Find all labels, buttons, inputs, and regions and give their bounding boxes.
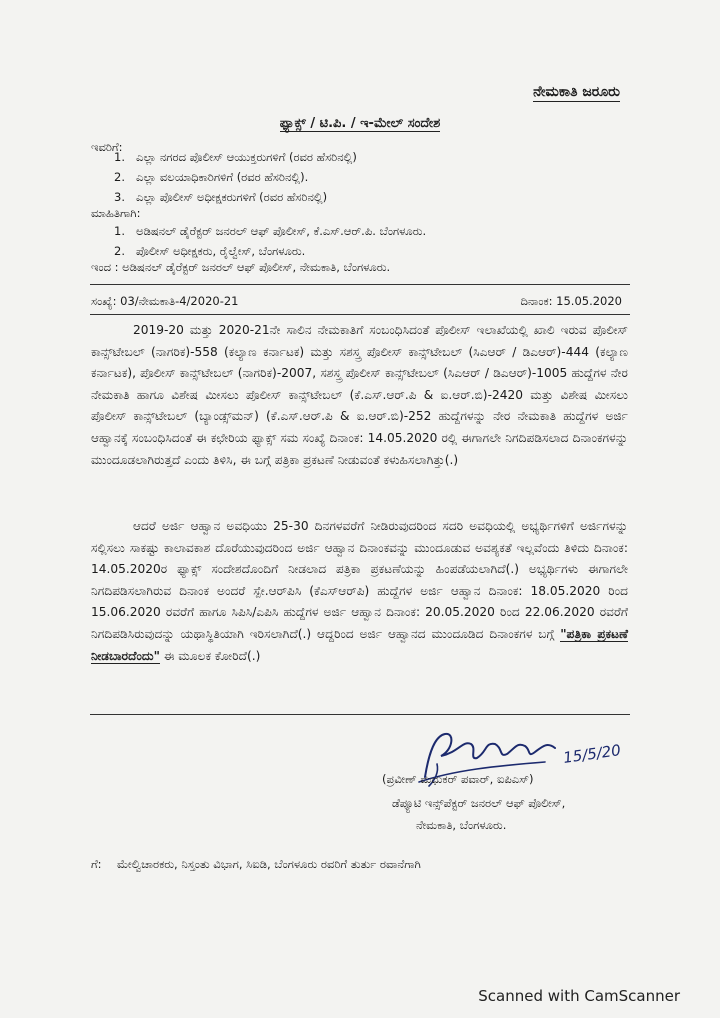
- emphasis-phrase: "ಪತ್ರಿಕಾ ಪ್ರಕಟಣೆ ನೀಡಬಾರದೆಂದು": [91, 626, 628, 663]
- to-item: 2. ಎಲ್ಲಾ ವಲಯಾಧಿಕಾರಿಗಳಿಗೆ (ರವರ ಹೆಸರಿನಲ್ಲಿ).: [114, 170, 309, 184]
- urgent-label: ನೇಮಕಾತಿ ಜರೂರು: [533, 84, 620, 100]
- copy-to-text: ಮೇಲ್ವಿಚಾರಕರು, ನಿಸ್ತಂತು ವಿಭಾಗ, ಸಿಐಡಿ, ಬೆಂಗಳೂರು ರವರಿಗೆ ತುರ್ತು ರವಾನೆಗಾಗಿ: [117, 857, 421, 871]
- reference-date: ದಿನಾಂಕ: 15.05.2020: [520, 294, 622, 308]
- reference-number: ಸಂಖ್ಯೆ: 03/ನೇಮಕಾತಿ-4/2020-21: [91, 294, 239, 308]
- signature-date: 15/5/20: [562, 741, 622, 767]
- info-item: 1. ಅಡಿಷನಲ್ ಡೈರೆಕ್ಟರ್ ಜನರಲ್ ಆಫ್ ಪೊಲೀಸ್, ಕೆ.ಎಸ್.ಆರ್.ಪಿ. ಬೆಂಗಳೂರು.: [114, 224, 427, 238]
- to-list: [114, 150, 357, 210]
- signatory-name: (ಪ್ರವೀಣ್ ಮಧುಕರ್ ಪವಾರ್, ಐಪಿಎಸ್): [382, 772, 534, 786]
- camscanner-watermark: Scanned with CamScanner: [478, 987, 680, 1005]
- body-paragraph-1: 2019-20 ಮತ್ತು 2020-21ನೇ ಸಾಲಿನ ನೇಮಕಾತಿಗೆ ಸಂಬಂಧಿಸಿದಂತೆ ಪೊಲೀಸ್ ಇಲಾಖೆಯಲ್ಲಿ ಖಾಲಿ ಇರುವ ಪೊಲೀಸ್ ಕಾನ್ಸ್‌ಟೇಬಲ್ (ನಾಗರಿಕ)-558 (ಕಲ್ಯಾಣ ಕರ್ನಾಟಕ) ಮತ್ತು ಸಶಸ್ತ್ರ ಪೊಲೀಸ್ ಕಾನ್ಸ್‌ಟೇಬಲ್ (ಸಿಎಆರ್ / ಡಿಎಆರ್)-444 (ಕಲ್ಯಾಣ ಕರ್ನಾಟಕ), ಪೊಲೀಸ್ ಕಾನ್ಸ್‌ಟೇಬಲ್ (ನಾಗರಿಕ)-2007, ಸಶಸ್ತ್ರ ಪೊಲೀಸ್ ಕಾನ್ಸ್‌ಟೇಬಲ್ (ಸಿಎಆರ್ / ಡಿಎಆರ್)-1005 ಹುದ್ದೆಗಳ ನೇರ ನೇಮಕಾತಿ ಹಾಗೂ ವಿಶೇಷ ಮೀಸಲು ಪೊಲೀಸ್ ಕಾನ್ಸ್‌ಟೇಬಲ್ (ಕೆ.ಎಸ್.ಆರ್.ಪಿ & ಐ.ಆರ್.ಬಿ)-2420 ಮತ್ತು ವಿಶೇಷ ಮೀಸಲು ಪೊಲೀಸ್ ಕಾನ್ಸ್‌ಟೇಬಲ್ (ಬ್ಯಾಂಡ್ಸ್‌ಮನ್) (ಕೆ.ಎಸ್.ಆರ್.ಪಿ & ಐ.ಆರ್.ಬಿ)-252 ಹುದ್ದೆಗಳನ್ನು ನೇರ ನೇಮಕಾತಿ ಹುದ್ದೆಗಳ ಅರ್ಜಿ ಆಹ್ವಾನಕ್ಕೆ ಸಂಬಂಧಿಸಿದಂತೆ ಈ ಕಛೇರಿಯ ಫ್ಯಾಕ್ಸ್ ಸಮ ಸಂಖ್ಯೆ ದಿನಾಂಕ: 14.05.2020 ರಲ್ಲಿ ಈಗಾಗಲೇ ನಿಗದಿಪಡಿಸಲಾದ ದಿನಾಂಕಗಳನ್ನು ಮುಂದೂಡಲಾಗಿರುತ್ತದೆ ಎಂದು ತಿಳಿಸಿ, ಈ ಬಗ್ಗೆ ಪತ್ರಿಕಾ ಪ್ರಕಟಣೆ ನೀಡುವಂತೆ ಕಳುಹಿಸಲಾಗಿತ್ತು(.): [91, 323, 628, 467]
- copy-to-prefix: ಗೆ:: [91, 857, 102, 871]
- document-title: [0, 116, 720, 131]
- signatory-office: ನೇಮಕಾತಿ, ಬೆಂಗಳೂರು.: [416, 818, 507, 832]
- info-label: ಮಾಹಿತಿಗಾಗಿ:: [91, 206, 141, 220]
- signatory-designation: ಡೆಪ್ಯೂಟಿ ಇನ್ಸ್‌ಪೆಕ್ಟರ್ ಜನರಲ್ ಆಫ್ ಪೊಲೀಸ್,: [392, 796, 566, 810]
- copy-to-line: [91, 857, 421, 872]
- divider-top: [90, 284, 630, 285]
- body-paragraph-2: ಆದರೆ ಅರ್ಜಿ ಆಹ್ವಾನ ಅವಧಿಯು 25-30 ದಿನಗಳವರೆಗೆ ನೀಡಿರುವುದರಿಂದ ಸದರಿ ಅವಧಿಯಲ್ಲಿ ಅಭ್ಯರ್ಥಿಗಳಿಗೆ ಅರ್ಜಿಗಳನ್ನು ಸಲ್ಲಿಸಲು ಸಾಕಷ್ಟು ಕಾಲಾವಕಾಶ ದೊರೆಯುವುದರಿಂದ ಅರ್ಜಿ ಆಹ್ವಾನ ದಿನಾಂಕವನ್ನು ಮುಂದೂಡುವ ಅವಶ್ಯಕತೆ ಇಲ್ಲವೆಂದು ತಿಳಿದು ದಿನಾಂಕ: 14.05.2020ರ ಫ್ಯಾಕ್ಸ್ ಸಂದೇಶದೊಂದಿಗೆ ನೀಡಲಾದ ಪತ್ರಿಕಾ ಪ್ರಕಟಣೆಯನ್ನು ಹಿಂಪಡೆಯಲಾಗಿದೆ(.) ಅಭ್ಯರ್ಥಿಗಳು ಈಗಾಗಲೇ ನಿಗದಿಪಡಿಸಲಾಗಿರುವ ದಿನಾಂಕ ಅಂದರೆ ಸ್ಪೇ.ಆರ್‌ಪಿಸಿ (ಕೆಎಸ್‌ಆರ್‌ಪಿ) ಹುದ್ದೆಗಳ ಅರ್ಜಿ ಆಹ್ವಾನ ದಿನಾಂಕ: 18.05.2020 ರಿಂದ 15.06.2020 ರವರೆಗೆ ಹಾಗೂ ಸಿಪಿಸಿ/ಎಪಿಸಿ ಹುದ್ದೆಗಳ ಅರ್ಜಿ ಆಹ್ವಾನ ದಿನಾಂಕ: 20.05.2020 ರಿಂದ 22.06.2020 ರವರೆಗೆ ನಿಗದಿಪಡಿಸಿರುವುದನ್ನು ಯಥಾಸ್ಥಿತಿಯಾಗಿ ಇರಿಸಲಾಗಿದೆ(.) ಆದ್ದರಿಂದ ಅರ್ಜಿ ಆಹ್ವಾನದ ಮುಂದೂಡಿದ ದಿನಾಂಕಗಳ ಬಗ್ಗೆ "ಪತ್ರಿಕಾ ಪ್ರಕಟಣೆ ನೀಡಬಾರದೆಂದು" ಈ ಮೂಲಕ ಕೋರಿದೆ(.): [91, 519, 628, 663]
- from-line: ಇಂದ : ಅಡಿಷನಲ್ ಡೈರೆಕ್ಟರ್ ಜನರಲ್ ಆಫ್ ಪೊಲೀಸ್, ನೇಮಕಾತಿ, ಬೆಂಗಳೂರು.: [91, 260, 391, 274]
- to-label: ಇವರಿಗೆ:: [91, 140, 123, 154]
- info-item: 2. ಪೊಲೀಸ್ ಅಧೀಕ್ಷಕರು, ರೈಲ್ವೇಸ್, ಬೆಂಗಳೂರು.: [114, 244, 306, 258]
- divider-bottom: [90, 714, 630, 715]
- divider-reference: [90, 314, 630, 315]
- to-item: 1. ಎಲ್ಲಾ ನಗರದ ಪೊಲೀಸ್ ಆಯುಕ್ತರುಗಳಿಗೆ (ರವರ ಹೆಸರಿನಲ್ಲಿ): [114, 150, 357, 164]
- document-title-text: ಫ್ಯಾಕ್ಸ್ / ಟಿ.ಪಿ. / ಇ-ಮೇಲ್ ಸಂದೇಶ: [279, 116, 441, 131]
- to-item: 3. ಎಲ್ಲಾ ಪೊಲೀಸ್ ಅಧೀಕ್ಷಕರುಗಳಿಗೆ (ರವರ ಹೆಸರಿನಲ್ಲಿ): [114, 190, 328, 204]
- info-list: [114, 224, 426, 264]
